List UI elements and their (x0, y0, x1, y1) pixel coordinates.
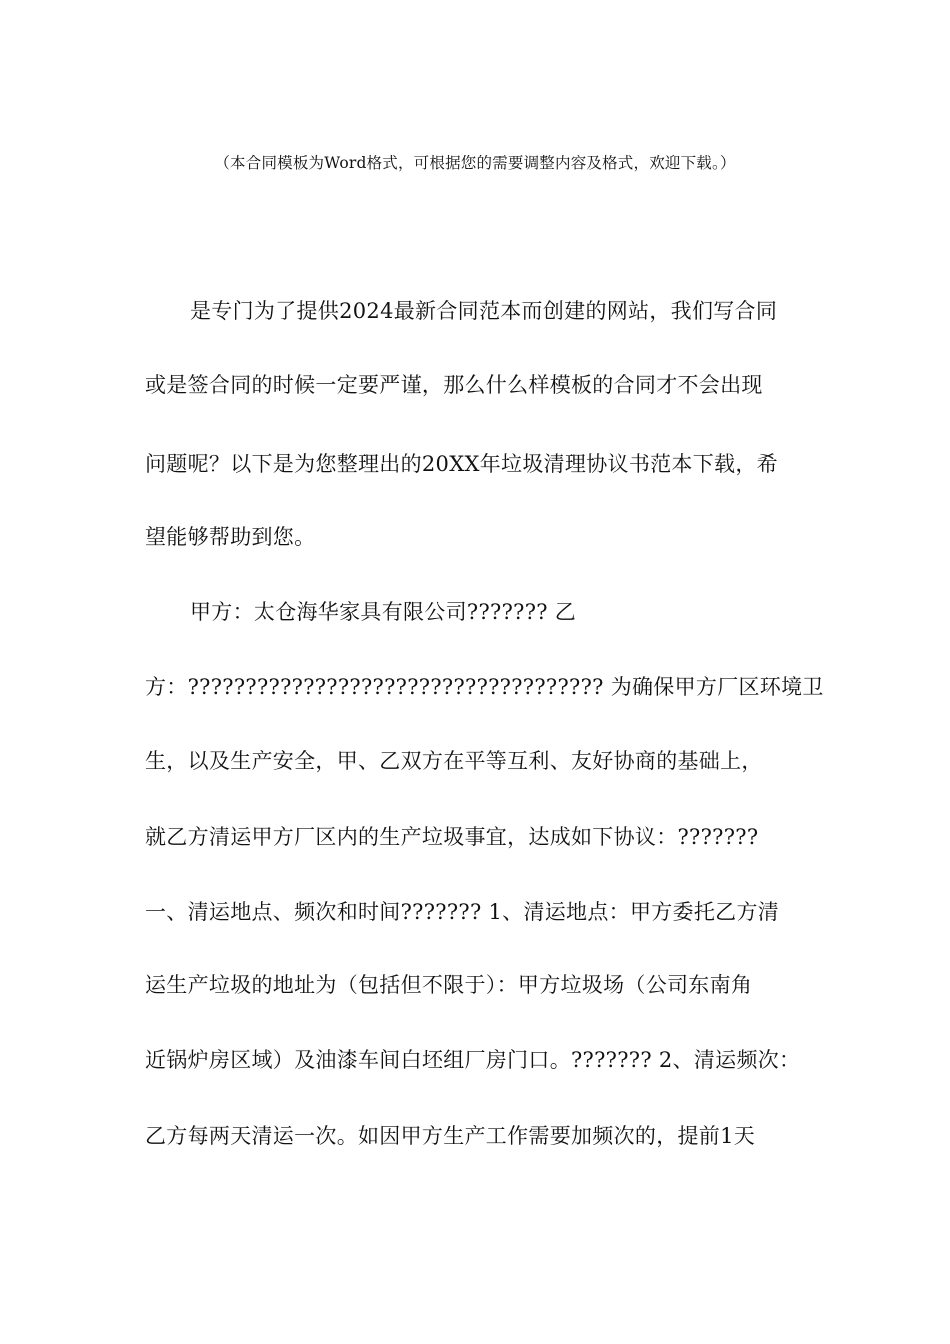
body-line-4: 望能够帮助到您。 (145, 525, 316, 549)
template-note: （本合同模板为Word格式，可根据您的需要调整内容及格式，欢迎下载。） (214, 154, 736, 172)
party-a-line: 甲方：太仓海华家具有限公司??????? 乙 (190, 600, 577, 624)
body-line-10: 运生产垃圾的地址为（包括但不限于）：甲方垃圾场（公司东南角 (145, 973, 753, 997)
body-line-11: 近锅炉房区域）及油漆车间白坯组厂房门口。??????? 2、清运频次： (145, 1048, 801, 1072)
body-line-7: 生，以及生产安全，甲、乙双方在平等互利、友好协商的基础上， (145, 749, 763, 773)
section-1-heading-line: 一、清运地点、频次和时间??????? 1、清运地点：甲方委托乙方清 (145, 900, 780, 924)
body-line-2: 或是签合同的时候一定要严谨，那么什么样模板的合同才不会出现 (145, 373, 763, 397)
party-b-line: 方：???????????????????????????????????? 为确保甲方厂区环境卫 (145, 675, 824, 699)
body-line-1: 是专门为了提供2024最新合同范本而创建的网站，我们写合同 (190, 299, 778, 323)
body-line-3: 问题呢？以下是为您整理出的20XX年垃圾清理协议书范本下载，希 (145, 452, 778, 476)
body-line-8: 就乙方清运甲方厂区内的生产垃圾事宜，达成如下协议：??????? (145, 825, 759, 849)
body-line-12: 乙方每两天清运一次。如因甲方生产工作需要加频次的，提前1天 (145, 1124, 756, 1148)
